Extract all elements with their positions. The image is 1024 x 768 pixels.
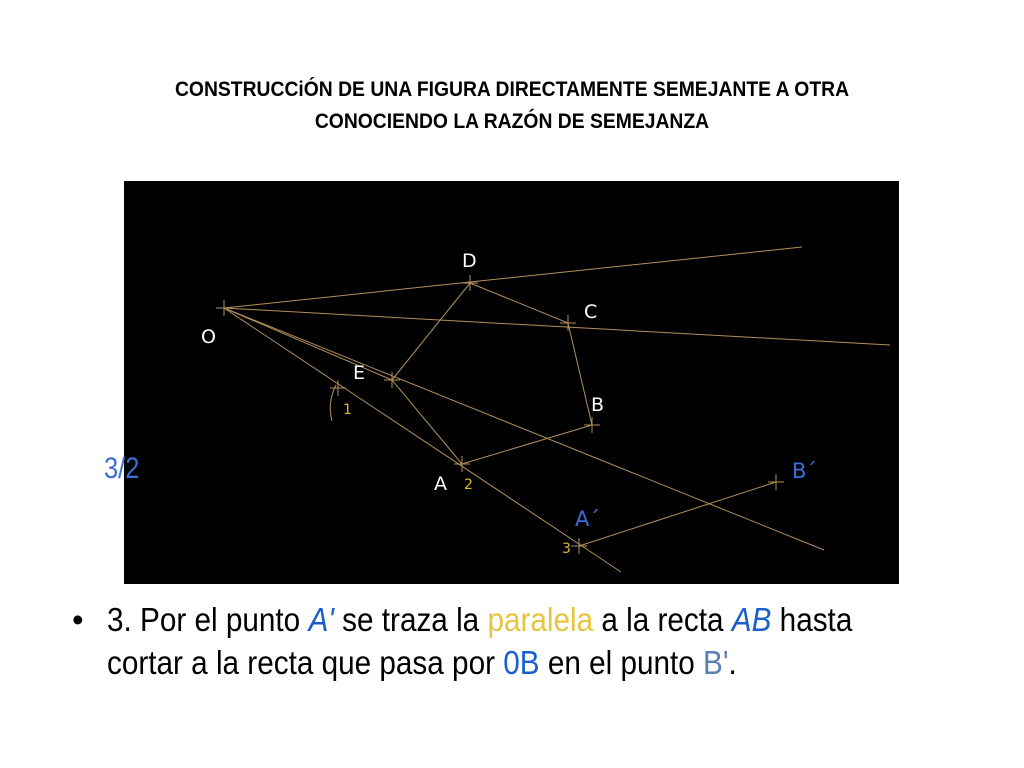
caption-text — [107, 598, 899, 684]
label-point-c: C — [584, 301, 598, 323]
point-labels — [201, 250, 604, 495]
prime-labels — [575, 459, 817, 531]
title-line-1: CONSTRUCCiÓN DE UNA FIGURA DIRECTAMENTE SEMEJANTE A OTRA — [174, 78, 850, 101]
division-marks — [343, 402, 571, 557]
construction-svg — [124, 181, 899, 584]
side-de — [392, 283, 470, 380]
side-cd — [470, 283, 568, 323]
bullet: • — [72, 601, 84, 638]
ray-oc — [224, 308, 890, 345]
point-crosses — [216, 275, 784, 554]
caption-paralela: paralela — [487, 601, 594, 638]
parallel-a-prime-b-prime — [579, 482, 776, 546]
caption-point-a-prime: A' — [308, 601, 334, 638]
caption-fragment: se traza la — [333, 601, 488, 638]
label-point-e: E — [353, 362, 366, 384]
label-point-b-prime: B´ — [792, 459, 817, 483]
side-ab — [462, 425, 592, 464]
label-point-a-prime: A´ — [575, 507, 600, 531]
ray-ob — [224, 308, 824, 550]
caption-step: 3. Por el punto — [107, 601, 309, 638]
caption-line-0b: 0B — [503, 644, 540, 681]
label-point-d: D — [462, 250, 477, 272]
caption-line-ab: AB — [731, 601, 772, 638]
side-ea — [392, 380, 462, 464]
slide-title — [96, 74, 928, 138]
side-bc — [568, 323, 592, 425]
geometry-diagram — [124, 181, 899, 584]
label-point-o: O — [201, 326, 216, 348]
ray-od — [224, 247, 802, 308]
caption-point-b-prime: B' — [703, 644, 729, 681]
division-mark-1: 1 — [343, 402, 352, 418]
caption-fragment: cortar a la recta que pasa por — [107, 644, 504, 681]
label-point-a: A — [434, 473, 447, 495]
division-mark-3: 3 — [562, 541, 571, 557]
caption-line-2 — [107, 641, 899, 684]
label-point-b: B — [591, 394, 605, 416]
title-line-2: CONOCIENDO LA RAZÓN DE SEMEJANZA — [314, 110, 710, 133]
caption-line-1 — [107, 598, 899, 641]
construction-lines — [224, 247, 890, 572]
ray-oa — [224, 308, 621, 572]
caption-fragment: . — [728, 644, 737, 681]
caption-fragment: a la recta — [593, 601, 732, 638]
arc-mark-1 — [330, 385, 336, 421]
caption-fragment: en el punto — [539, 644, 704, 681]
caption-fragment: hasta — [771, 601, 853, 638]
division-mark-2: 2 — [464, 477, 473, 493]
ray-oe — [224, 308, 392, 380]
ratio-label: 3/2 — [104, 452, 140, 485]
